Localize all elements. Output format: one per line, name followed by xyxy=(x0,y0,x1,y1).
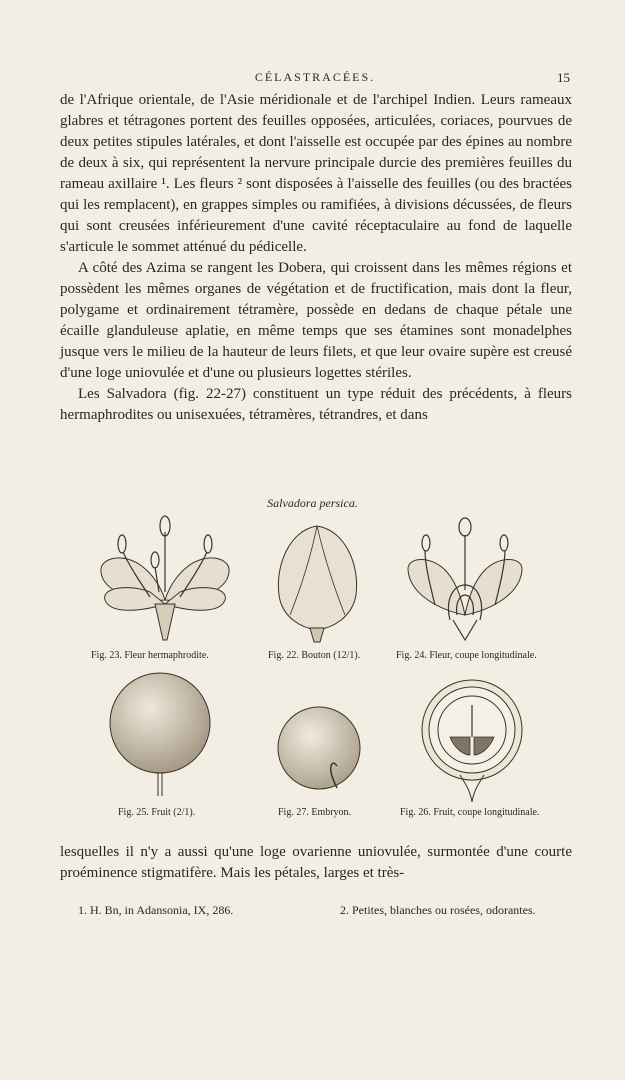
running-head-title: CÉLASTRACÉES. xyxy=(254,70,376,84)
fig25-caption: Fig. 25. Fruit (2/1). xyxy=(118,807,196,818)
fig22-bud-illustration xyxy=(270,520,365,645)
fig23-caption: Fig. 23. Fleur hermaphrodite. xyxy=(91,650,209,661)
fig25-fruit-illustration xyxy=(108,668,213,798)
paragraph-2: A côté des Azima se rangent les Dobera, qui croissent dans les mêmes régions et possèdent les mêmes organes de végétation et de fructification, mais dont la fleur, polygame et ordinairement tétramère, possède en dedans de chaque pétale une écaille glanduleuse aplatie, en même temps que ses étamines sont monadelphes jusque vers le milieu de la hauteur de leurs filets, et que leur ovaire supère est creusé d'une loge uniovulée et d'une ou plusieurs logettes stériles. xyxy=(60,260,572,381)
continuation-text xyxy=(60,842,572,884)
fig24-caption: Fig. 24. Fleur, coupe longitudinale. xyxy=(396,650,537,661)
body-text xyxy=(60,90,572,426)
footnote-1: 1. H. Bn, in Adansonia, IX, 286. xyxy=(78,903,234,917)
fig23-flower-illustration xyxy=(95,512,235,647)
footnote-2: 2. Petites, blanches ou rosées, odorantes. xyxy=(340,903,536,917)
figures-title: Salvadora persica. xyxy=(267,496,358,510)
paragraph-4: lesquelles il n'y a aussi qu'une loge ovarienne uniovulée, surmontée d'une courte proéminence stigmatifère. Mais les pétales, larges et très- xyxy=(60,844,572,881)
paragraph-1: de l'Afrique orientale, de l'Asie méridionale et de l'archipel Indien. Leurs rameaux glabres et tétragones portent des feuilles opposées, articulées, coriaces, pourvues de deux petites stipules latérales, et dont l'aisselle est occupée par des épines au nombre de deux à six, qui représentent la nervure principale durcie des premières feuilles du rameau axillaire ¹. Les fleurs ² sont disposées à l'aisselle des feuilles (ou des bractées qui les remplacent), en grappes simples ou ramifiées, à divisions décussées, de fleurs qui sont creusées inférieurement d'une cavité réceptaculaire au fond de laquelle s'articule le sommet atténué du pédicelle. xyxy=(60,92,572,255)
fig24-flower-section-illustration xyxy=(405,515,525,645)
fig26-caption: Fig. 26. Fruit, coupe longitudinale. xyxy=(400,807,540,818)
paragraph-3: Les Salvadora (fig. 22-27) constituent un type réduit des précédents, à fleurs hermaphrodites ou unisexuées, tétramères, tétrandres, et dans xyxy=(60,386,572,423)
fig22-caption: Fig. 22. Bouton (12/1). xyxy=(268,650,361,661)
page-number: 15 xyxy=(557,70,570,85)
fig27-caption: Fig. 27. Embryon. xyxy=(278,807,352,818)
fig27-embryo-illustration xyxy=(275,702,365,797)
fig26-fruit-section-illustration xyxy=(420,675,525,803)
running-head xyxy=(60,70,570,90)
